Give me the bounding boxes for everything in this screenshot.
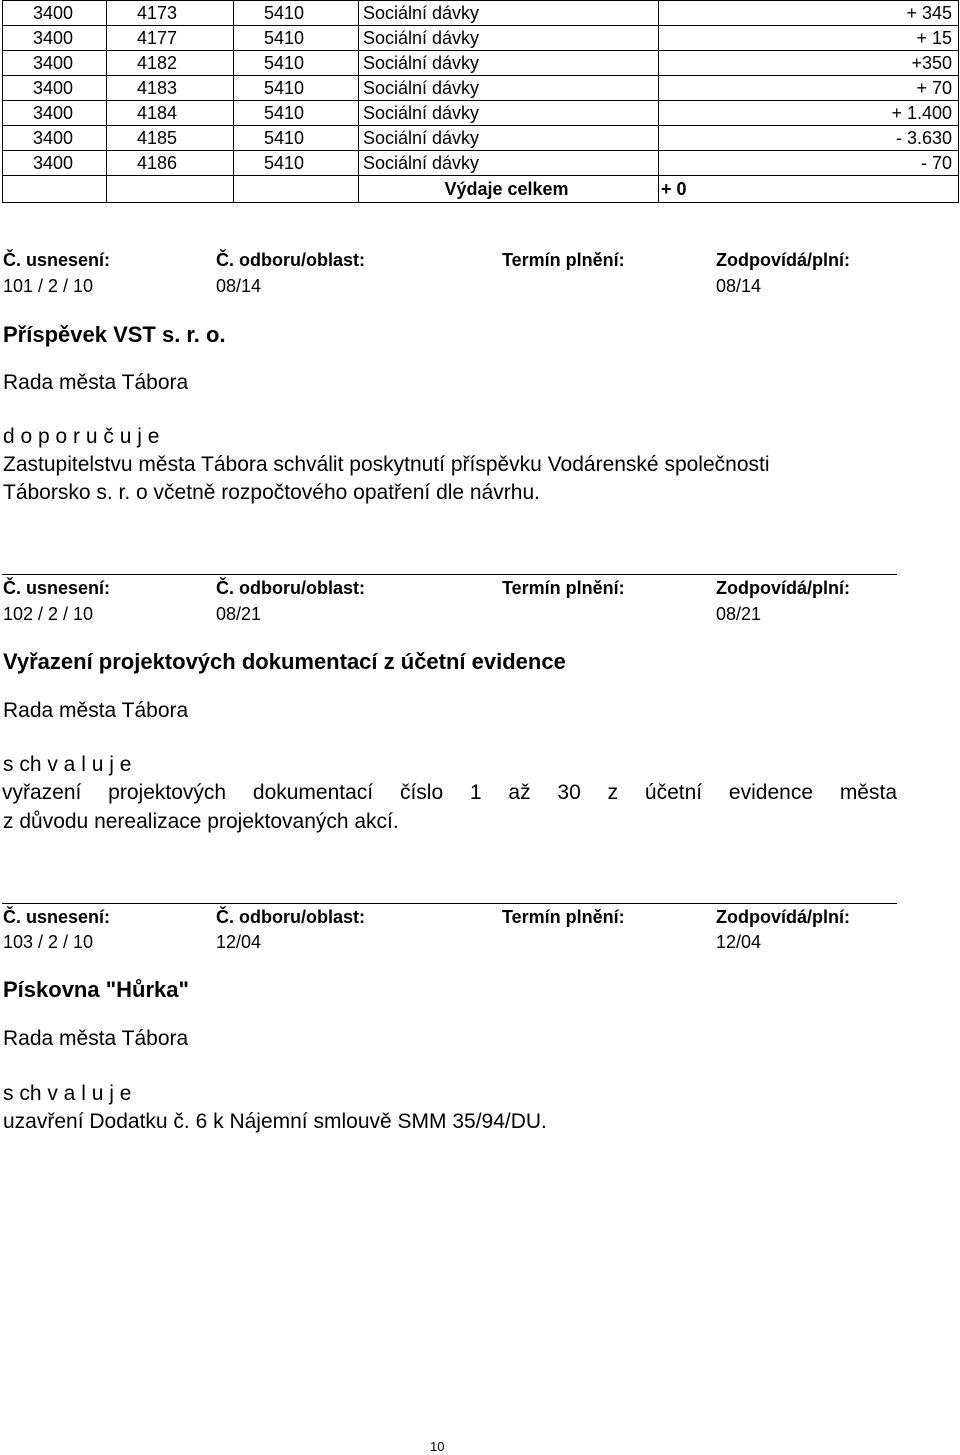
table-cell: Sociální dávky <box>359 126 659 151</box>
resolution-title: Vyřazení projektových dokumentací z účetní evidence <box>3 649 566 674</box>
table-cell: Sociální dávky <box>359 1 659 26</box>
section-divider <box>2 903 897 904</box>
header-responsible: Zodpovídá/plní: <box>716 907 850 927</box>
table-cell <box>107 176 234 203</box>
header-dept: Č. odboru/oblast: <box>216 250 365 270</box>
total-label: Výdaje celkem <box>359 176 659 203</box>
resolution-number: 103 / 2 / 10 <box>3 932 94 952</box>
budget-table <box>2 0 959 203</box>
table-row <box>3 51 959 76</box>
table-cell <box>234 176 359 203</box>
table-cell: 5410 <box>234 76 359 101</box>
responsible-value: 12/04 <box>716 932 762 952</box>
table-row <box>3 26 959 51</box>
resolution-text-line1: uzavření Dodatku č. 6 k Nájemní smlouvě SMM 35/94/DU. <box>3 1110 547 1133</box>
header-resolution-no: Č. usnesení: <box>3 578 111 598</box>
resolution-verb: s ch v a l u j e <box>3 753 132 776</box>
council-name: Rada města Tábora <box>3 371 189 394</box>
header-resolution-no: Č. usnesení: <box>3 250 111 270</box>
table-cell: 3400 <box>3 51 107 76</box>
resolution-text-line1: Zastupitelstvu města Tábora schválit poskytnutí příspěvku Vodárenské společnosti <box>3 453 770 476</box>
table-cell: + 345 <box>659 1 959 26</box>
budget-table-body <box>3 1 959 203</box>
header-deadline: Termín plnění: <box>502 578 625 598</box>
resolution-text-line1: vyřazení projektových dokumentací číslo 1 až 30 z účetní evidence města <box>2 781 897 804</box>
table-cell: - 70 <box>659 151 959 176</box>
table-cell: 3400 <box>3 101 107 126</box>
resolution-verb: s ch v a l u j e <box>3 1082 132 1105</box>
total-value: + 0 <box>659 176 959 203</box>
table-row <box>3 151 959 176</box>
dept-value: 08/14 <box>216 276 262 296</box>
resolution-text-line2: z důvodu nerealizace projektovaných akcí. <box>3 810 399 833</box>
table-cell: + 15 <box>659 26 959 51</box>
table-cell: 4183 <box>107 76 234 101</box>
responsible-value: 08/14 <box>716 276 762 296</box>
table-cell: + 1.400 <box>659 101 959 126</box>
table-cell: 5410 <box>234 101 359 126</box>
table-cell <box>3 176 107 203</box>
header-resolution-no: Č. usnesení: <box>3 907 111 927</box>
section-divider <box>2 574 897 575</box>
table-cell: - 3.630 <box>659 126 959 151</box>
table-cell: 4182 <box>107 51 234 76</box>
header-deadline: Termín plnění: <box>502 907 625 927</box>
table-cell: Sociální dávky <box>359 76 659 101</box>
table-cell: 5410 <box>234 1 359 26</box>
table-cell: Sociální dávky <box>359 51 659 76</box>
table-cell: +350 <box>659 51 959 76</box>
table-total-row <box>3 176 959 203</box>
responsible-value: 08/21 <box>716 604 762 624</box>
table-cell: + 70 <box>659 76 959 101</box>
table-cell: 4177 <box>107 26 234 51</box>
header-dept: Č. odboru/oblast: <box>216 907 365 927</box>
page-number: 10 <box>430 1439 445 1454</box>
resolution-verb: d o p o r u č u j e <box>3 425 160 448</box>
table-cell: 4186 <box>107 151 234 176</box>
table-cell: Sociální dávky <box>359 101 659 126</box>
table-cell: 3400 <box>3 26 107 51</box>
table-cell: 4184 <box>107 101 234 126</box>
resolution-number: 101 / 2 / 10 <box>3 276 94 296</box>
table-cell: 4185 <box>107 126 234 151</box>
table-row <box>3 126 959 151</box>
table-cell: Sociální dávky <box>359 26 659 51</box>
table-cell: 3400 <box>3 76 107 101</box>
resolution-number: 102 / 2 / 10 <box>3 604 94 624</box>
resolution-text-line2: Táborsko s. r. o včetně rozpočtového opatření dle návrhu. <box>3 481 540 504</box>
table-cell: 5410 <box>234 126 359 151</box>
dept-value: 12/04 <box>216 932 262 952</box>
table-cell: 3400 <box>3 126 107 151</box>
resolution-title: Příspěvek VST s. r. o. <box>3 322 226 347</box>
table-cell: 5410 <box>234 151 359 176</box>
table-cell: 3400 <box>3 1 107 26</box>
header-responsible: Zodpovídá/plní: <box>716 250 850 270</box>
table-row <box>3 1 959 26</box>
table-cell: Sociální dávky <box>359 151 659 176</box>
table-cell: 3400 <box>3 151 107 176</box>
table-row <box>3 76 959 101</box>
council-name: Rada města Tábora <box>3 699 189 722</box>
header-deadline: Termín plnění: <box>502 250 625 270</box>
table-row <box>3 101 959 126</box>
table-cell: 5410 <box>234 51 359 76</box>
table-cell: 5410 <box>234 26 359 51</box>
council-name: Rada města Tábora <box>3 1027 189 1050</box>
resolution-title: Pískovna "Hůrka" <box>3 977 189 1002</box>
dept-value: 08/21 <box>216 604 262 624</box>
header-dept: Č. odboru/oblast: <box>216 578 365 598</box>
table-cell: 4173 <box>107 1 234 26</box>
header-responsible: Zodpovídá/plní: <box>716 578 850 598</box>
